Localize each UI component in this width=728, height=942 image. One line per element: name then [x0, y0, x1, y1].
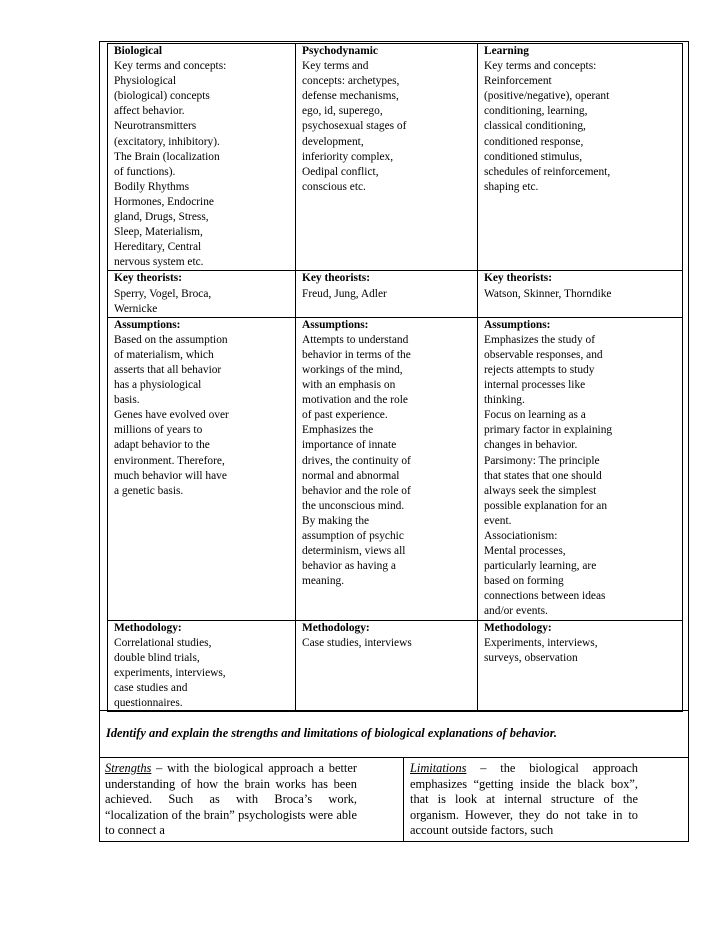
assumptions-heading: Assumptions:: [114, 318, 181, 331]
methodology-heading: Methodology:: [484, 621, 552, 634]
methodology-heading: Methodology:: [114, 621, 182, 634]
strengths-paragraph: [105, 761, 357, 839]
strengths-label: Strengths: [105, 761, 152, 775]
limitations-text: – the biological approach emphasizes “getting inside the black box”, that is look at internal structure of the organism. However, they do not take in to account outside factors, such: [410, 761, 638, 838]
terms-text: concepts: archetypes, defense mechanisms, ego, id, superego, psychosexual stages of development, inferiority complex, Oedipal conflict, conscious etc.: [302, 75, 407, 193]
question-divider: [99, 757, 689, 758]
assumptions-text: Emphasizes the study of observable responses, and rejects attempts to study internal processes like thinking. Focus on learning as a primary factor in explaining changes in behavior. Parsimony: The principle that states that one should always seek the simplest possible explanation for an event. Associationism: Mental processes, particularly learning, are based on forming connections between ideas and/or events.: [484, 333, 613, 618]
terms-text: Reinforcement (positive/negative), operant conditioning, learning, classical conditioning, conditioned response, conditioned stimulus, schedules of reinforcement, shaping etc.: [484, 75, 611, 193]
learning-methodology-cell: [478, 620, 683, 712]
terms-heading: Key terms and concepts:: [484, 60, 597, 73]
column-title: Biological: [114, 45, 163, 57]
biological-theorists-cell: [108, 271, 296, 317]
table-row: [108, 271, 683, 317]
approaches-table: [107, 43, 683, 712]
limitations-paragraph: [410, 761, 638, 839]
assumptions-text: Based on the assumption of materialism, which asserts that all behavior has a physiological basis. Genes have evolved over millions of years to adapt behavior to the environment. Therefore, much behavior will have a genetic basis.: [114, 333, 229, 497]
question-heading: Identify and explain the strengths and limitations of biological explanations of behavior.: [106, 726, 557, 740]
table-row: [108, 44, 683, 271]
limitations-label: Limitations: [410, 761, 467, 775]
psychodynamic-assumptions-cell: [296, 317, 478, 620]
theorists-text: Freud, Jung, Adler: [302, 287, 387, 300]
terms-heading: Key terms and: [302, 60, 369, 73]
methodology-text: Case studies, interviews: [302, 636, 412, 649]
learning-terms-cell: [478, 44, 683, 271]
theorists-heading: Key theorists:: [114, 272, 183, 285]
learning-theorists-cell: [478, 271, 683, 317]
section-divider: [99, 710, 689, 711]
learning-assumptions-cell: [478, 317, 683, 620]
psychodynamic-terms-cell: [296, 44, 478, 271]
theorists-text: Sperry, Vogel, Broca, Wernicke: [114, 287, 212, 315]
terms-heading: Key terms and concepts:: [114, 60, 227, 73]
strengths-text: – with the biological approach a better understanding of how the brain works has been achieved. Such as with Broca’s work, “localization of the brain” psychologists were able to connect a: [105, 761, 357, 838]
column-title: Psychodynamic: [302, 45, 378, 57]
psychodynamic-theorists-cell: [296, 271, 478, 317]
terms-text: Physiological (biological) concepts affect behavior. Neurotransmitters (excitatory, inhibitory). The Brain (localization of functions). Bodily Rhythms Hormones, Endocrine gland, Drugs, Stress, Sleep, Materialism, Hereditary, Central nervous system etc.: [114, 75, 220, 269]
column-divider: [403, 757, 404, 842]
biological-terms-cell: [108, 44, 296, 271]
assumptions-heading: Assumptions:: [302, 318, 369, 331]
psychodynamic-methodology-cell: [296, 620, 478, 712]
methodology-heading: Methodology:: [302, 621, 370, 634]
assumptions-heading: Assumptions:: [484, 318, 551, 331]
theorists-heading: Key theorists:: [484, 272, 553, 285]
theorists-heading: Key theorists:: [302, 272, 371, 285]
table-row: [108, 317, 683, 620]
assumptions-text: Attempts to understand behavior in terms of the workings of the mind, with an emphasis on motivation and the role of past experience. Emphasizes the importance of innate drives, the continuity of normal and abnormal behavior and the role of the unconscious mind. By making the assumption of psychic determinism, views all behavior as having a meaning.: [302, 333, 411, 588]
methodology-text: Experiments, interviews, surveys, observation: [484, 636, 598, 664]
biological-assumptions-cell: [108, 317, 296, 620]
biological-methodology-cell: [108, 620, 296, 712]
theorists-text: Watson, Skinner, Thorndike: [484, 287, 612, 300]
methodology-text: Correlational studies, double blind trials, experiments, interviews, case studies and questionnaires.: [114, 636, 226, 710]
table-row: [108, 620, 683, 712]
column-title: Learning: [484, 45, 529, 57]
